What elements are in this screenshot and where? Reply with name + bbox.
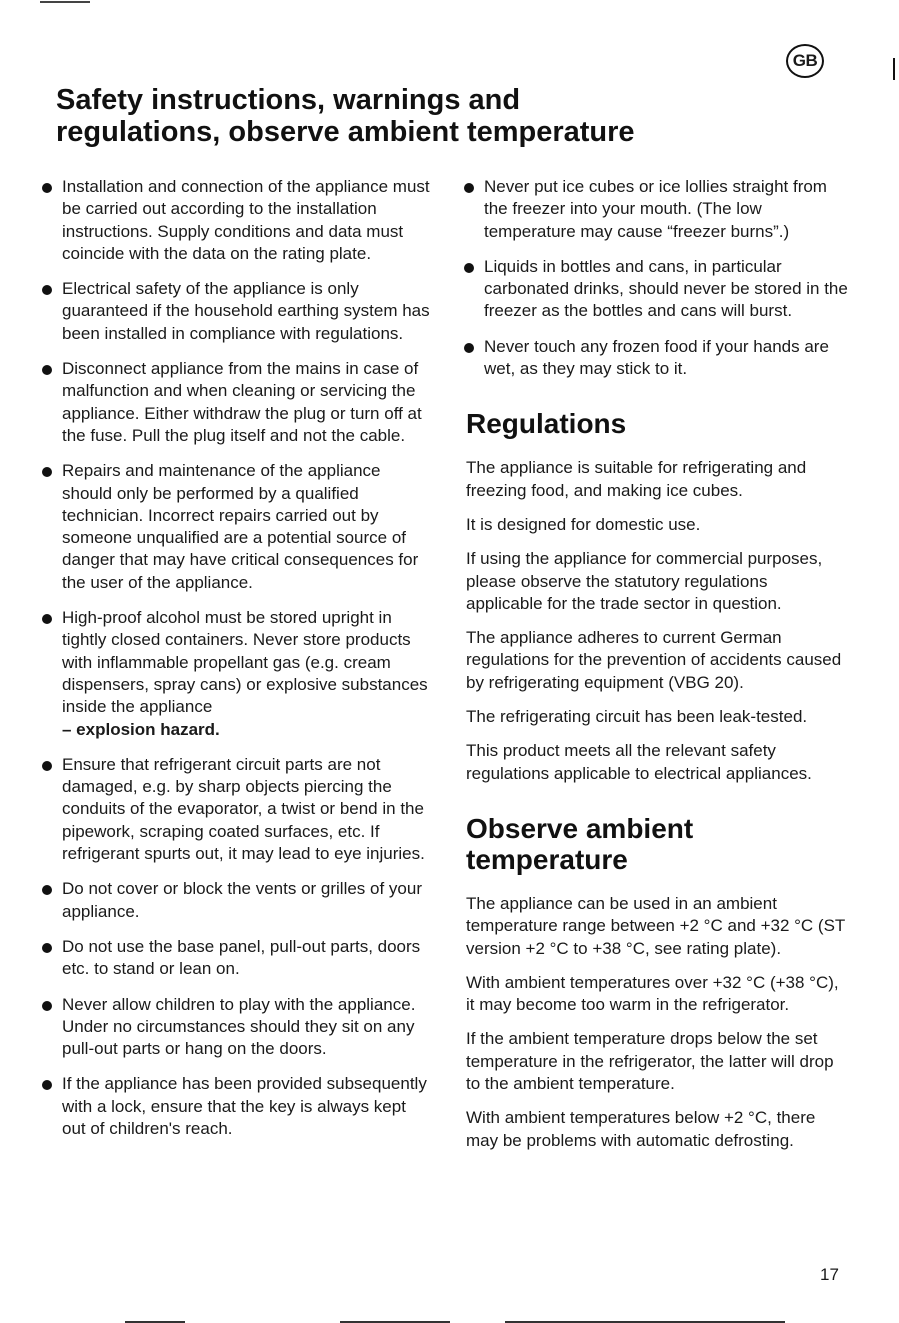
bottom-rule: [340, 1321, 450, 1323]
ambient-paragraph: If the ambient temperature drops below the set temperature in the refrigerator, the latter will drop to the ambient temperature.: [466, 1029, 834, 1094]
list-item: [40, 176, 430, 265]
list-item-text: Repairs and maintenance of the appliance should only be performed by a qualified technician. Incorrect repairs carried out by someone unqualified are a potential source of danger that may have critical consequences for the user of the appliance.: [62, 461, 419, 592]
explosion-warning: – explosion hazard.: [62, 719, 220, 739]
ambient-temperature-heading: [466, 813, 848, 875]
page-title-line-2: regulations, observe ambient temperature: [56, 116, 635, 148]
list-item-text: Never put ice cubes or ice lollies straight from the freezer into your mouth. (The low temperature may cause “freezer burns”.): [484, 177, 827, 241]
regulations-paragraph: This product meets all the relevant safety regulations applicable to electrical appliances.: [466, 741, 812, 783]
list-item-text: Ensure that refrigerant circuit parts are not damaged, e.g. by sharp objects piercing the conduits of the evaporator, a twist or bend in the pipework, scraping coated surfaces, etc. If refrigerant spurts out, it may lead to eye injuries.: [62, 754, 425, 864]
list-item-text: Installation and connection of the appliance must be carried out according to the installation instructions. Supply conditions and data must coincide with the data on the rating plate.: [62, 177, 430, 263]
regulations-paragraph: The appliance adheres to current German regulations for the prevention of accidents caused by refrigerating equipment (VBG 20).: [466, 628, 842, 692]
page-title-line-1: Safety instructions, warnings and: [56, 84, 521, 116]
list-item: [40, 994, 430, 1061]
list-item-text: Do not cover or block the vents or grilles of your appliance.: [62, 879, 422, 921]
list-item: [40, 1073, 430, 1140]
list-item: [40, 607, 430, 741]
ambient-paragraph: The appliance can be used in an ambient temperature range between +2 °C and +32 °C (ST version +2 °C to +38 °C, see rating plate).: [466, 893, 846, 958]
left-column: [40, 176, 430, 1153]
page-number: 17: [820, 1265, 839, 1284]
bottom-rule: [505, 1321, 785, 1323]
list-item-text: High-proof alcohol must be stored upright in tightly closed containers. Never store products with inflammable propellant gas (e.g. cream dispensers, spray cans) or explosive substances inside the appliance: [62, 608, 428, 717]
list-item: [40, 878, 430, 923]
list-item-text: Do not use the base panel, pull-out parts, doors etc. to stand or lean on.: [62, 936, 421, 979]
ambient-heading-line-1: Observe ambient: [466, 812, 694, 844]
regulations-paragraph: The appliance is suitable for refrigerating and freezing food, and making ice cubes.: [466, 458, 807, 500]
top-rule: [40, 1, 90, 3]
language-badge: GB: [786, 44, 824, 78]
bottom-rule: [125, 1321, 185, 1323]
list-item-text: Never allow children to play with the appliance. Under no circumstances should they sit on any pull-out parts or hang on the doors.: [62, 994, 416, 1059]
list-item-text: Liquids in bottles and cans, in particular carbonated drinks, should never be stored in the freezer as the bottles and cans will burst.: [484, 256, 848, 321]
regulations-heading: Regulations: [466, 408, 627, 440]
list-item-text: Never touch any frozen food if your hands are wet, as they may stick to it.: [484, 336, 829, 379]
right-column: [462, 176, 848, 1164]
safety-list-continued: [462, 176, 848, 380]
list-item-text: Electrical safety of the appliance is only guaranteed if the household earthing system has been installed in compliance with regulations.: [62, 279, 430, 343]
page-title: [56, 84, 635, 148]
list-item: [462, 256, 848, 323]
margin-mark: [893, 58, 895, 80]
list-item-text: Disconnect appliance from the mains in case of malfunction and when cleaning or servicing the appliance. Either withdraw the plug or turn off at the fuse. Pull the plug itself and not the cable.: [62, 359, 422, 445]
ambient-paragraph: With ambient temperatures over +32 °C (+38 °C), it may become too warm in the refrigerator.: [466, 972, 839, 1015]
safety-list: [40, 176, 430, 1140]
list-item: [40, 754, 430, 865]
list-item: [40, 358, 430, 447]
regulations-paragraph: It is designed for domestic use.: [466, 514, 701, 534]
ambient-paragraph: With ambient temperatures below +2 °C, there may be problems with automatic defrosting.: [466, 1108, 816, 1150]
regulations-paragraph: If using the appliance for commercial purposes, please observe the statutory regulations applicable for the trade sector in question.: [466, 549, 823, 613]
regulations-paragraph: The refrigerating circuit has been leak-tested.: [466, 707, 808, 727]
ambient-heading-line-2: temperature: [466, 843, 628, 875]
list-item: [462, 176, 848, 243]
list-item: [40, 278, 430, 345]
list-item-text: If the appliance has been provided subsequently with a lock, ensure that the key is always kept out of children's reach.: [62, 1074, 427, 1138]
list-item: [40, 936, 430, 981]
list-item: [462, 336, 848, 381]
list-item: [40, 460, 430, 594]
